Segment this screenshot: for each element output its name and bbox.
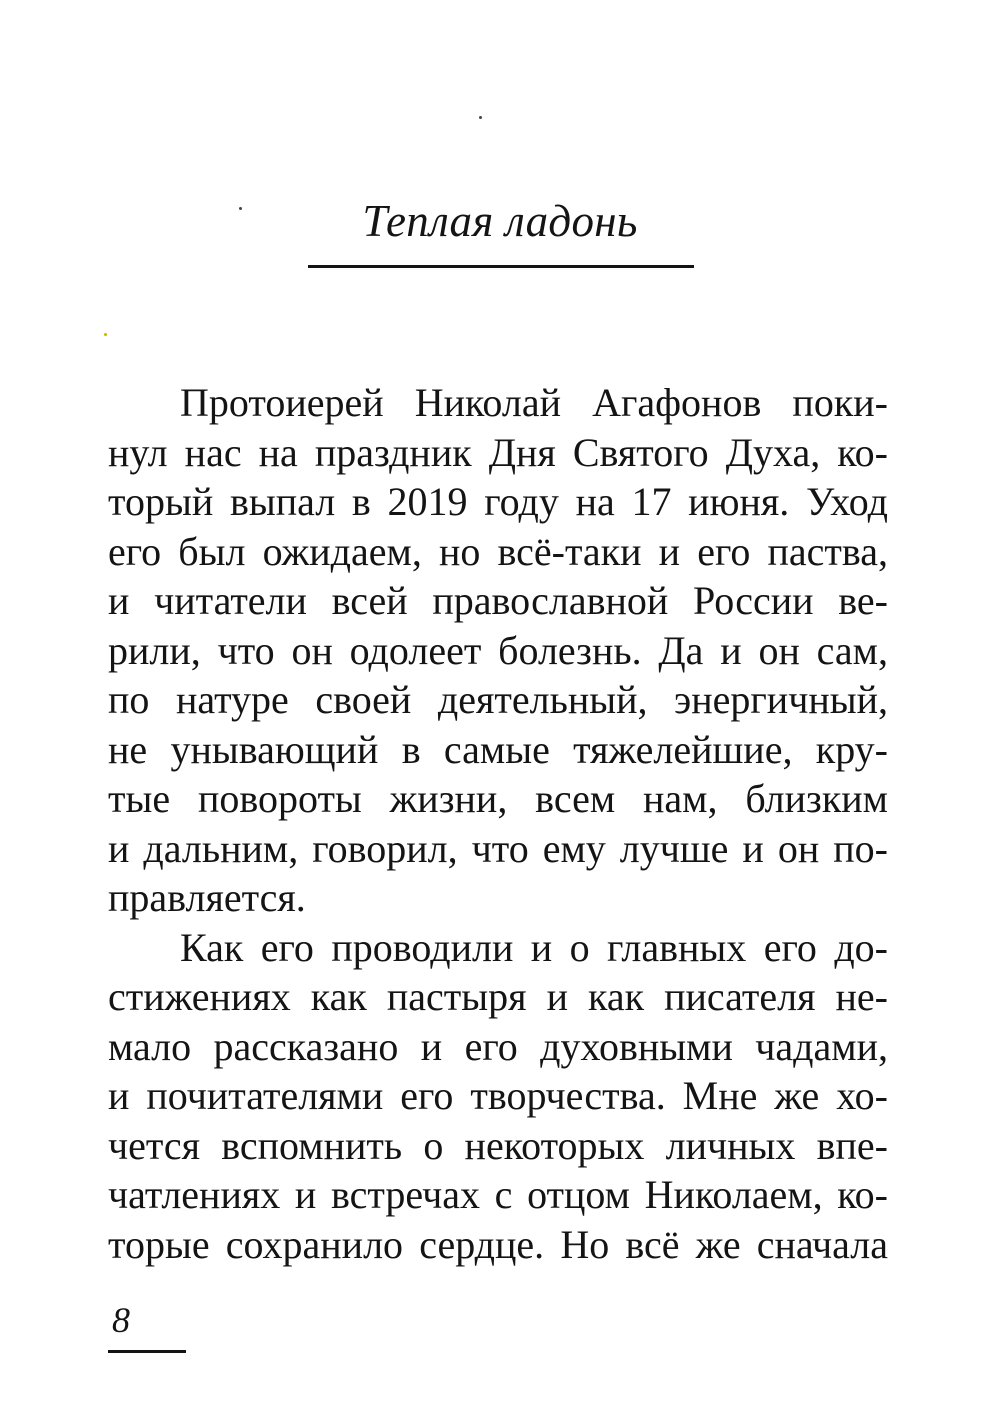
text-line: торый выпал в 2019 году на 17 июня. Уход (108, 479, 888, 524)
title-underline (308, 265, 694, 268)
text-line: Как его проводили и о главных его до- (180, 924, 888, 970)
text-line: мало рассказано и его духовными чадами, (108, 1023, 888, 1069)
text-line: по натуре своей деятельный, энергичный, (108, 677, 888, 722)
text-line: его был ожидаем, но всё-таки и его паства, (108, 528, 888, 574)
text-line: правляется. (108, 875, 306, 920)
text-line: стижениях как пастыря и как писателя не- (108, 974, 888, 1019)
paragraph (108, 923, 888, 1270)
text-line: и читатели всей православной России ве- (108, 578, 888, 623)
text-line: нул нас на праздник Дня Святого Духа, ко- (108, 429, 888, 475)
chapter-title: Теплая ладонь (362, 196, 638, 246)
text-line: торые сохранило сердце. Но всё же сначала (108, 1221, 888, 1267)
text-line: и дальним, говорил, что ему лучше и он по- (108, 825, 888, 871)
text-line: не унывающий в самые тяжелейшие, кру- (108, 726, 888, 772)
paragraph (108, 378, 888, 923)
text-line: рили, что он одолеет болезнь. Да и он сам, (108, 627, 888, 673)
print-speck (479, 116, 482, 119)
text-line: и почитателями его творчества. Мне же хо- (108, 1073, 888, 1118)
text-line: чется вспомнить о некоторых личных впе- (108, 1122, 888, 1168)
body-text (108, 378, 888, 1269)
print-speck (104, 333, 107, 336)
text-line: Протоиерей Николай Агафонов поки- (180, 380, 888, 425)
page-number-rule (108, 1350, 186, 1353)
text-line: чатлениях и встречах с отцом Николаем, ко- (108, 1172, 888, 1217)
text-line: тые повороты жизни, всем нам, близким (108, 776, 888, 821)
page-number: 8 (112, 1300, 130, 1340)
